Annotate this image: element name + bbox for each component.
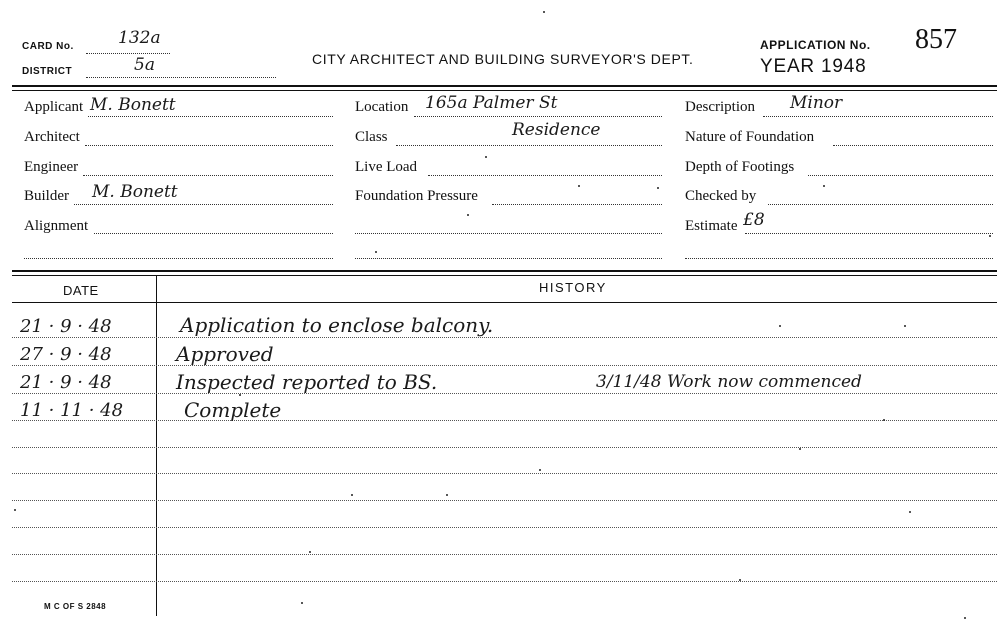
- class-label: Class: [355, 129, 388, 145]
- history-entry-date: 27 · 9 · 48: [20, 344, 112, 365]
- history-entry-text: Inspected reported to BS.: [176, 370, 438, 394]
- card-number-value: 132a: [118, 28, 161, 48]
- date-column-header: DATE: [63, 283, 99, 298]
- estimate-value: £8: [743, 210, 765, 230]
- district-label: DISTRICT: [22, 66, 73, 77]
- engineer-label: Engineer: [24, 159, 79, 175]
- application-number: 857: [915, 24, 957, 55]
- checked-by-label: Checked by: [685, 188, 757, 204]
- district-value: 5a: [134, 55, 155, 75]
- live-load-label: Live Load: [355, 159, 418, 175]
- year-label: YEAR 1948: [760, 56, 867, 77]
- department-title: CITY ARCHITECT AND BUILDING SURVEYOR'S DEPT.: [312, 51, 694, 67]
- class-value: Residence: [512, 120, 601, 140]
- builder-label: Builder: [24, 188, 69, 204]
- history-column-header: HISTORY: [539, 280, 607, 295]
- history-entry-date: 21 · 9 · 48: [20, 372, 112, 393]
- builder-value: M. Bonett: [92, 182, 178, 202]
- foundation-pressure-label: Foundation Pressure: [355, 188, 478, 204]
- application-label: APPLICATION No.: [760, 38, 871, 52]
- history-entry-text: Complete: [184, 398, 282, 422]
- history-entry-date: 21 · 9 · 48: [20, 316, 112, 337]
- applicant-value: M. Bonett: [90, 95, 176, 115]
- history-entry-date: 11 · 11 · 48: [20, 400, 124, 421]
- history-entry-note: 3/11/48 Work now commenced: [596, 372, 862, 392]
- history-entry-text: Application to enclose balcony.: [180, 313, 494, 337]
- card-number-label: CARD No.: [22, 41, 74, 52]
- description-value: Minor: [790, 93, 843, 113]
- architect-label: Architect: [24, 129, 80, 145]
- depth-of-footings-label: Depth of Footings: [685, 159, 795, 175]
- alignment-label: Alignment: [24, 218, 89, 234]
- description-label: Description: [685, 99, 755, 115]
- estimate-label: Estimate: [685, 218, 738, 234]
- nature-of-foundation-label: Nature of Foundation: [685, 129, 815, 145]
- applicant-label: Applicant: [24, 99, 84, 115]
- location-label: Location: [355, 99, 409, 115]
- form-code: M C OF S 2848: [44, 602, 107, 611]
- history-entry-text: Approved: [176, 342, 274, 366]
- location-value: 165a Palmer St: [425, 93, 558, 113]
